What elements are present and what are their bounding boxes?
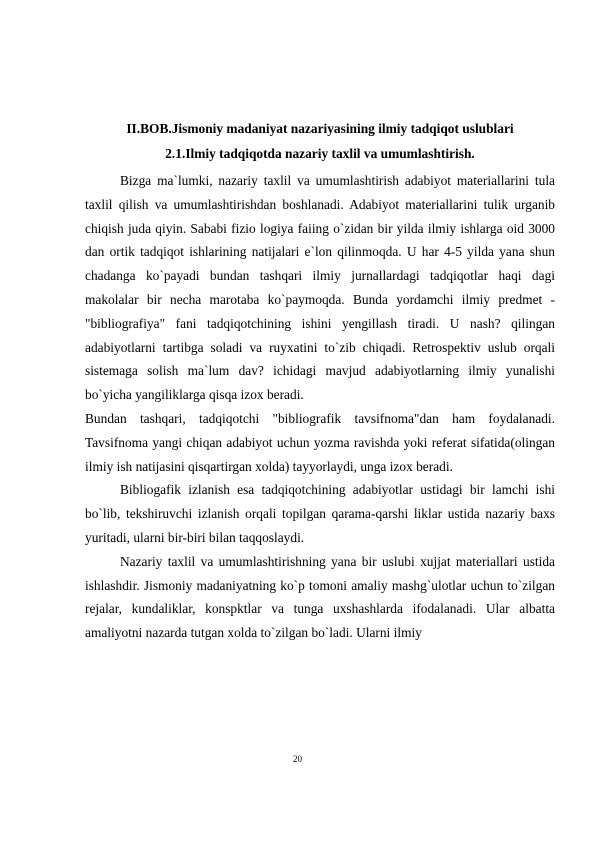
body-text bbox=[85, 169, 555, 645]
paragraph: Nazariy taxlil va umumlashtirishning yana bir uslubi xujjat materiallari ustida ishlashdir. Jismoniy madaniyatning ko`p tomoni amaliy mashg`ulotlar uchun to`zilgan rejalar, kundaliklar, konspktlar va tunga uxshashlarda ifodalanadi. Ular albatta amaliyotni nazarda tutgan xolda to`zilgan bo`ladi. Ularni ilmiy bbox=[85, 553, 555, 641]
paragraph: Bundan tashqari, tadqiqotchi "bibliografik tavsifnoma"dan ham foydalanadi. Tavsifnoma yangi chiqan adabiyot uchun yozma ravishda yoki referat sifatida(olingan ilmiy ish natijasini qisqartirgan xolda) tayyorlaydi, unga izox beradi. bbox=[85, 410, 555, 474]
chapter-title: II.BOB.Jismoniy madaniyat nazariyasining ilmiy tadqiqot uslublari bbox=[126, 121, 514, 136]
section-title: 2.1.Ilmiy tadqiqotda nazariy taxlil va umumlashtirish. bbox=[165, 146, 475, 161]
paragraph: Bizga ma`lumki, nazariy taxlil va umumlashtirish adabiyot materiallarini tula taxlil qilish va umumlashtirishdan boshlanadi. Adabiyot materiallarini tulik urganib chiqish juda qiyin. Sababi fizio logiya faiing o`zidan bir yilda ilmiy ishlarga oid 3000 dan ortik tadqiqot ishlarining natijalari e`lon qilinmoqda. U har 4-5 yilda yana shun chadanga ko`payadi bundan tashqari ilmiy jurnallardagi tadqiqotlar haqi dagi makolalar bir necha marotaba ko`paymoqda. Bunda yordamchi ilmiy predmet - "bibliografiya" fani tadqiqotchining ishini yengillash tiradi. U nash? qilingan adabiyotlarni tartibga soladi va ruyxatini to`zib chiqadi. Retrospektiv uslub orqali sistemaga solish ma`lum dav? ichidagi mavjud adabiyotlarning ilmiy yunalishi bo`yicha yangiliklarga qisqa izox beradi. bbox=[85, 173, 555, 403]
paragraph: Bibliogafik izlanish esa tadqiqotchining adabiyotlar ustidagi bir lamchi ishi bo`lib, tekshiruvchi izlanish orqali topilgan qarama-qarshi liklar ustida nazariy baxs yuritadi, ularni bir-biri bilan taqqoslaydi. bbox=[85, 482, 555, 545]
page-number: 20 bbox=[293, 754, 302, 764]
